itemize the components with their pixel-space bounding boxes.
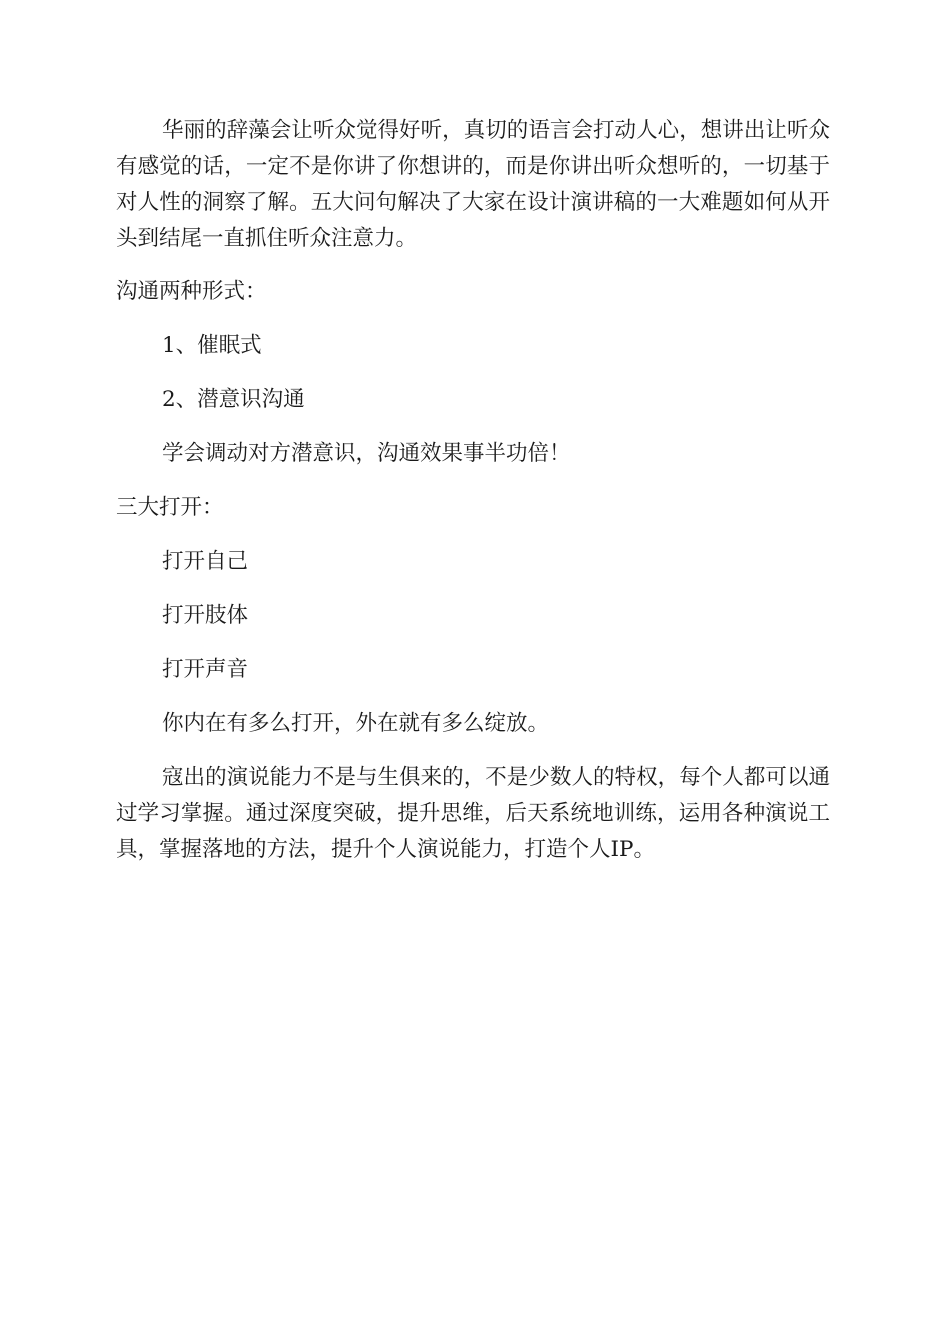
list-item: 1、催眠式 — [162, 333, 262, 358]
list-item: 打开声音 — [162, 657, 249, 682]
list-item: 2、潜意识沟通 — [162, 387, 305, 412]
list-item: 打开自己 — [162, 549, 249, 574]
communication-summary: 学会调动对方潜意识，沟通效果事半功倍！ — [162, 441, 571, 466]
section-heading-communication: 沟通两种形式： — [116, 279, 267, 304]
closing-paragraph: 寇出的演说能力不是与生俱来的，不是少数人的特权，每个人都可以通过学习掌握。通过深度突破，提升思维，后天系统地训练，运用各种演说工具，掌握落地的方法，提升个人演说能力，打造个人IP。 — [116, 765, 830, 862]
openings-summary: 你内在有多么打开，外在就有多么绽放。 — [162, 711, 550, 736]
section-heading-openings: 三大打开： — [116, 495, 224, 520]
intro-paragraph: 华丽的辞藻会让听众觉得好听，真切的语言会打动人心，想讲出让听众有感觉的话，一定不是你讲了你想讲的，而是你讲出听众想听的，一切基于对人性的洞察了解。五大问句解决了大家在设计演讲稿的一大难题如何从开头到结尾一直抓住听众注意力。 — [116, 118, 830, 251]
list-item: 打开肢体 — [162, 603, 249, 628]
document-body — [116, 113, 830, 868]
